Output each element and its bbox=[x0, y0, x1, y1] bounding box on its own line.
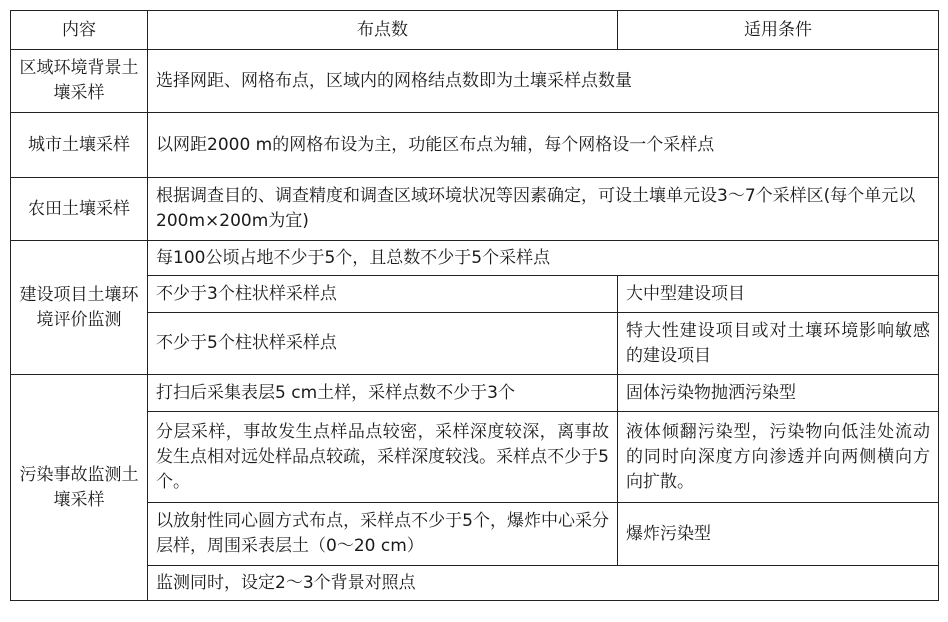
category-farmland: 农田土壤采样 bbox=[11, 178, 148, 241]
condition-pollution-2: 液体倾翻污染型，污染物向低洼处流动的同时向深度方向渗透并向两侧横向方向扩散。 bbox=[618, 412, 939, 503]
condition-pollution-3: 爆炸污染型 bbox=[618, 503, 939, 566]
points-regional: 选择网距、网格布点，区域内的网格结点数即为土壤采样点数量 bbox=[148, 50, 939, 113]
category-pollution: 污染事故监测土壤采样 bbox=[11, 375, 148, 601]
header-points: 布点数 bbox=[148, 11, 618, 50]
table-row bbox=[11, 276, 939, 313]
points-pollution-2: 分层采样，事故发生点样品点较密，采样深度较深，离事故发生点相对远处样品点较疏，采样深度较浅。采样点不少于5个。 bbox=[148, 412, 618, 503]
table-row bbox=[11, 566, 939, 601]
header-conditions: 适用条件 bbox=[618, 11, 939, 50]
table-row bbox=[11, 412, 939, 503]
table-row bbox=[11, 50, 939, 113]
points-pollution-footer: 监测同时，设定2～3个背景对照点 bbox=[148, 566, 939, 601]
category-regional: 区域环境背景土壤采样 bbox=[11, 50, 148, 113]
table-row bbox=[11, 313, 939, 375]
points-farmland: 根据调查目的、调查精度和调查区域环境状况等因素确定，可设土壤单元设3～7个采样区(每个单元以200m×200m为宜) bbox=[148, 178, 939, 241]
table-row bbox=[11, 241, 939, 276]
condition-construction-2: 特大性建设项目或对土壤环境影响敏感的建设项目 bbox=[618, 313, 939, 375]
points-construction-general: 每100公顷占地不少于5个，且总数不少于5个采样点 bbox=[148, 241, 939, 276]
table-row bbox=[11, 375, 939, 412]
points-urban: 以网距2000 m的网格布设为主，功能区布点为辅，每个网格设一个采样点 bbox=[148, 113, 939, 178]
table-row bbox=[11, 178, 939, 241]
header-row bbox=[11, 11, 939, 50]
points-pollution-1: 打扫后采集表层5 cm土样，采样点数不少于3个 bbox=[148, 375, 618, 412]
category-urban: 城市土壤采样 bbox=[11, 113, 148, 178]
points-pollution-3: 以放射性同心圆方式布点，采样点不少于5个，爆炸中心采分层样，周围采表层土（0～20 cm） bbox=[148, 503, 618, 566]
category-construction: 建设项目土壤环境评价监测 bbox=[11, 241, 148, 375]
header-content: 内容 bbox=[11, 11, 148, 50]
table-row bbox=[11, 503, 939, 566]
points-construction-1: 不少于3个柱状样采样点 bbox=[148, 276, 618, 313]
condition-pollution-1: 固体污染物抛洒污染型 bbox=[618, 375, 939, 412]
points-construction-2: 不少于5个柱状样采样点 bbox=[148, 313, 618, 375]
sampling-table bbox=[10, 10, 939, 601]
table-row bbox=[11, 113, 939, 178]
condition-construction-1: 大中型建设项目 bbox=[618, 276, 939, 313]
